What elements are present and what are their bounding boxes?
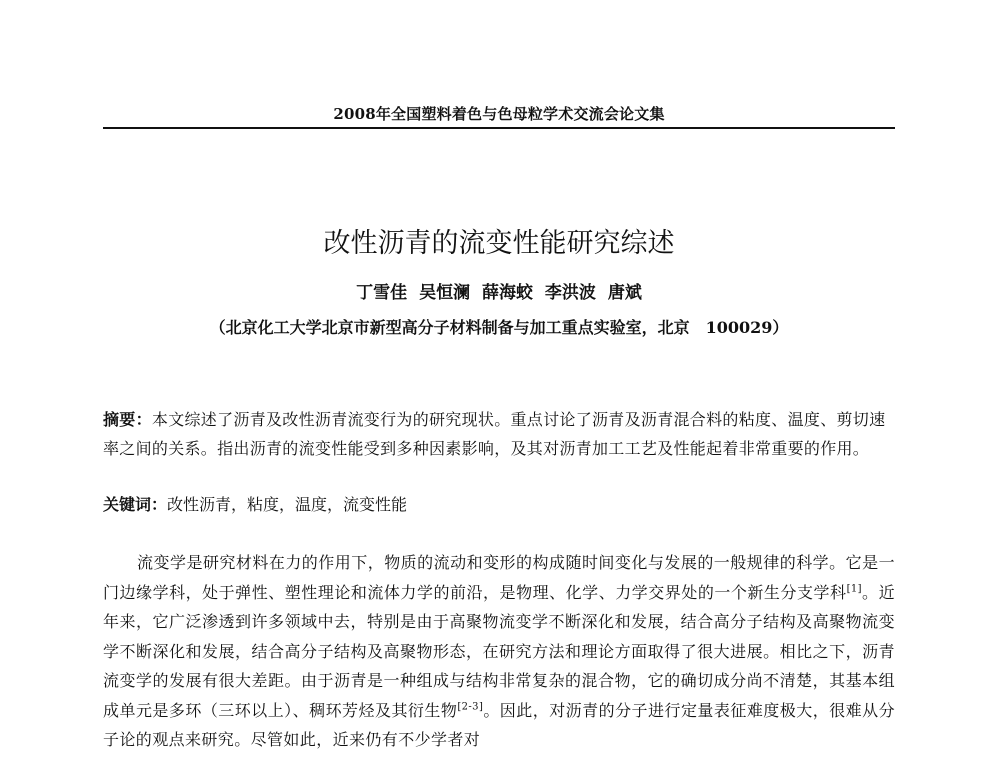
body-text-part3: 。因此，对沥青的分子进行定量表征难度极大，很难从分子论的观点来研究。尽管如此，近来仍有不少学者对 <box>103 700 895 749</box>
body-paragraph <box>103 548 895 755</box>
body-text-part2: 。近年来，它广泛渗透到许多领域中去，特别是由于高聚物流变学不断深化和发展，结合高分子结构及高聚物流变学不断深化和发展，结合高分子结构及高聚物形态，在研究方法和理论方面取得了很大进展。相比之下，沥青流变学的发展有很大差距。由于沥青是一种组成与结构非常复杂的混合物，它的确切成分尚不清楚，其基本组成单元是多环（三环以上）、稠环芳烃及其衍生物 <box>103 582 895 720</box>
affiliation: （北京化工大学北京市新型高分子材料制备与加工重点实验室，北京 100029） <box>209 318 789 337</box>
keywords-text: 改性沥青，粘度，温度，流变性能 <box>167 495 408 514</box>
keywords <box>103 492 895 518</box>
citation-1: [1] <box>846 583 862 595</box>
abstract <box>103 405 895 463</box>
body-text-part1: 流变学是研究材料在力的作用下，物质的流动和变形的构成随时间变化与发展的一般规律的科学。它是一门边缘学科，处于弹性、塑性理论和流体力学的前沿，是物理、化学、力学交界处的一个新生分支学科 <box>103 553 895 602</box>
paper-title: 改性沥青的流变性能研究综述 <box>323 228 675 259</box>
abstract-label: 摘要： <box>103 410 152 429</box>
keywords-label: 关键词： <box>103 495 168 514</box>
abstract-text: 本文综述了沥青及改性沥青流变行为的研究现状。重点讨论了沥青及沥青混合料的粘度、温度、剪切速率之间的关系。指出沥青的流变性能受到多种因素影响，及其对沥青加工工艺及性能起着非常重要的作用。 <box>103 410 886 458</box>
running-header: 2008年全国塑料着色与色母粒学术交流会论文集 <box>333 105 665 123</box>
citation-2: [2-3] <box>457 701 484 713</box>
header-rule <box>103 127 895 129</box>
authors: 丁雪佳 吴恒澜 薛海蛟 李洪波 唐斌 <box>356 283 642 303</box>
